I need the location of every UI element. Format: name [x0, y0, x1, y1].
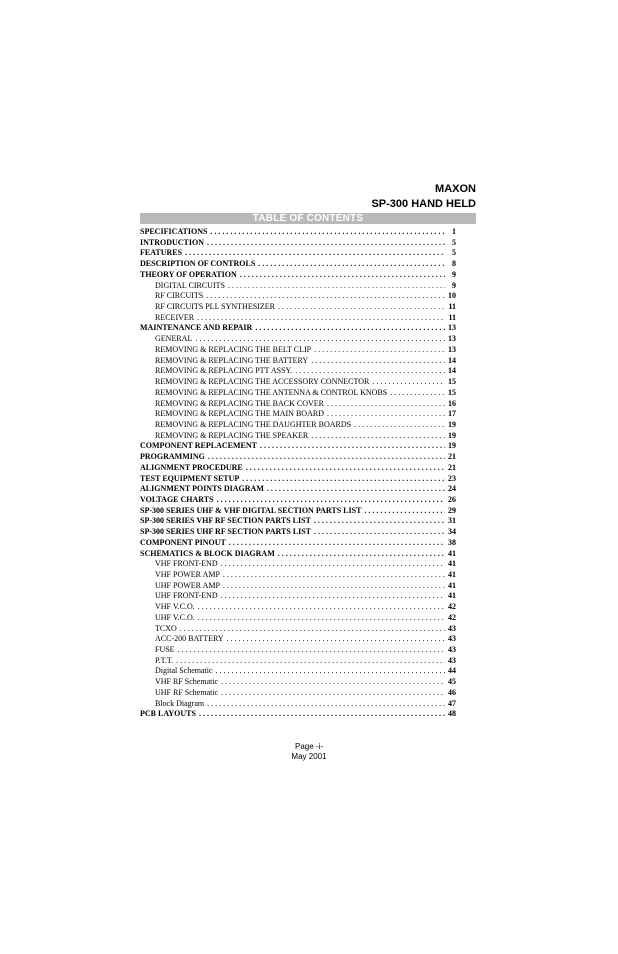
toc-subentry[interactable]	[140, 281, 456, 292]
dot-leader	[278, 302, 445, 313]
toc-subentry[interactable]	[140, 291, 456, 302]
toc-entry-title: VHF V.C.O.	[155, 602, 195, 612]
toc-page-number: 5	[452, 237, 456, 247]
toc-heading: TABLE OF CONTENTS	[140, 213, 476, 224]
dot-leader	[327, 399, 445, 410]
toc-entry-title: RF CIRCUITS	[155, 291, 204, 301]
dot-leader	[311, 356, 445, 367]
toc-page-number: 26	[448, 494, 456, 504]
dot-leader	[390, 388, 445, 399]
toc-page-number: 47	[448, 698, 456, 708]
toc-entry-title: UHF V.C.O.	[155, 612, 195, 622]
toc-page-number: 21	[448, 462, 456, 472]
toc-entry[interactable]	[140, 474, 456, 485]
toc-subentry[interactable]	[140, 559, 456, 570]
dot-leader	[221, 688, 445, 699]
toc-entry-title: FUSE	[155, 645, 175, 655]
toc-entry-title: REMOVING & REPLACING THE BELT CLIP	[155, 344, 312, 354]
toc-entry[interactable]	[140, 452, 456, 463]
toc-subentry[interactable]	[140, 677, 456, 688]
toc-entry-title: REMOVING & REPLACING THE DAUGHTER BOARDS	[155, 419, 352, 429]
toc-entry-title: DESCRIPTION OF CONTROLS	[140, 259, 256, 269]
toc-page-number: 5	[452, 248, 456, 258]
toc-entry-title: COMPONENT REPLACEMENT	[140, 441, 257, 451]
toc-entry-title: P.T.T.	[155, 655, 174, 665]
toc-subentry[interactable]	[140, 613, 456, 624]
toc-entry-title: UHF RF Schematic	[155, 687, 219, 697]
toc-entry-title: INTRODUCTION	[140, 237, 205, 247]
dot-leader	[185, 248, 445, 259]
toc-entry-title: SP-300 SERIES UHF & VHF DIGITAL SECTION PARTS LIST	[140, 505, 362, 515]
toc-entry-title: REMOVING & REPLACING THE BATTERY	[155, 355, 309, 365]
toc-subentry[interactable]	[140, 399, 456, 410]
toc-entry[interactable]	[140, 259, 456, 270]
toc-page-number: 11	[448, 302, 456, 312]
toc-subentry[interactable]	[140, 302, 456, 313]
dot-leader	[223, 581, 445, 592]
toc-page-number: 42	[448, 612, 456, 622]
model-title: SP-300 HAND HELD	[371, 198, 476, 210]
toc-entry-title: REMOVING & REPLACING PTT ASSY.	[155, 366, 293, 376]
dot-leader	[198, 613, 445, 624]
toc-entry[interactable]	[140, 709, 456, 720]
toc-entry-title: RF CIRCUITS PLL SYNTHESIZER	[155, 302, 275, 312]
toc-entry-title: ALIGNMENT POINTS DIAGRAM	[140, 484, 264, 494]
toc-entry-title: TCXO	[155, 623, 177, 633]
toc-page-number: 29	[448, 505, 456, 515]
toc-page-number: 31	[448, 516, 456, 526]
toc-page-number: 19	[448, 419, 456, 429]
dot-leader	[208, 452, 445, 463]
toc-entry-title: GENERAL	[155, 334, 193, 344]
toc-subentry[interactable]	[140, 666, 456, 677]
toc-subentry[interactable]	[140, 688, 456, 699]
toc-page-number: 24	[448, 484, 456, 494]
toc-page-number: 43	[448, 645, 456, 655]
toc-entry-title: ALIGNMENT PROCEDURE	[140, 462, 243, 472]
revision-date: May 2001	[291, 752, 327, 761]
toc-entry[interactable]	[140, 506, 456, 517]
dot-leader	[206, 291, 445, 302]
toc-page-number: 38	[448, 537, 456, 547]
toc-page-number: 21	[448, 452, 456, 462]
toc-subentry[interactable]	[140, 420, 456, 431]
toc-page-number: 42	[448, 602, 456, 612]
toc-entry[interactable]	[140, 248, 456, 259]
toc-page-number: 13	[448, 334, 456, 344]
dot-leader	[246, 463, 445, 474]
toc-page-number: 11	[448, 312, 456, 322]
toc-page-number: 43	[448, 623, 456, 633]
dot-leader	[227, 634, 445, 645]
toc-subentry[interactable]	[140, 591, 456, 602]
dot-leader	[267, 484, 445, 495]
toc-entry[interactable]	[140, 227, 456, 238]
toc-entry[interactable]	[140, 238, 456, 249]
toc-page-number: 41	[448, 559, 456, 569]
toc-entry-title: PCB LAYOUTS	[140, 709, 196, 719]
toc-entry-title: VOLTAGE CHARTS	[140, 494, 214, 504]
toc-entry[interactable]	[140, 270, 456, 281]
toc-page-number: 9	[452, 280, 456, 290]
page-number: Page -i-	[294, 742, 323, 751]
toc-subentry[interactable]	[140, 356, 456, 367]
toc-entry-title: UHF FRONT-END	[155, 591, 218, 601]
dot-leader	[217, 495, 445, 506]
dot-leader	[199, 709, 445, 720]
toc-entry-title: REMOVING & REPLACING THE MAIN BOARD	[155, 409, 324, 419]
dot-leader	[195, 334, 445, 345]
toc-subentry[interactable]	[140, 345, 456, 356]
toc-subentry[interactable]	[140, 634, 456, 645]
toc-page-number: 41	[448, 591, 456, 601]
dot-leader	[260, 441, 445, 452]
toc-entry[interactable]	[140, 323, 456, 334]
toc-entry-title: REMOVING & REPLACING THE ANTENNA & CONTROL KNOBS	[155, 387, 388, 397]
toc-entry-title: SP-300 SERIES UHF RF SECTION PARTS LIST	[140, 527, 312, 537]
toc-subentry[interactable]	[140, 388, 456, 399]
toc-page-number: 41	[448, 548, 456, 558]
toc-page-number: 43	[448, 634, 456, 644]
toc-entry-title: REMOVING & REPLACING THE ACCESSORY CONNECTOR	[155, 377, 370, 387]
toc-page-number: 45	[448, 677, 456, 687]
toc-subentry[interactable]	[140, 602, 456, 613]
toc-entry[interactable]	[140, 441, 456, 452]
toc-entry-title: FEATURES	[140, 248, 183, 258]
toc-page-number: 41	[448, 570, 456, 579]
toc-subentry[interactable]	[140, 581, 456, 592]
toc-entry-title: VHF POWER AMP	[155, 570, 220, 579]
toc-subentry[interactable]	[140, 656, 456, 667]
brand-title: MAXON	[435, 183, 476, 195]
toc-entry[interactable]	[140, 484, 456, 495]
toc-subentry[interactable]	[140, 334, 456, 345]
toc-page-number: 15	[448, 387, 456, 397]
toc-entry-title: Block Diagram	[155, 698, 205, 708]
toc-page-number: 14	[448, 366, 456, 376]
dot-leader	[278, 549, 445, 560]
toc-entry-title: SCHEMATICS & BLOCK DIAGRAM	[140, 548, 275, 558]
dot-leader	[207, 238, 445, 249]
toc-subentry[interactable]	[140, 431, 456, 442]
toc-subentry[interactable]	[140, 699, 456, 710]
dot-leader	[180, 624, 445, 635]
dot-leader	[197, 313, 445, 324]
toc-subentry[interactable]	[140, 624, 456, 635]
toc-entry-title: ACC-200 BATTERY	[155, 634, 224, 644]
toc-page-number: 16	[448, 398, 456, 408]
toc-entry[interactable]	[140, 516, 456, 527]
toc-page-number: 8	[452, 259, 456, 269]
dot-leader	[198, 602, 445, 613]
toc-page-number: 48	[448, 709, 456, 719]
toc-page-number: 41	[448, 580, 456, 590]
dot-leader	[314, 516, 445, 527]
dot-leader	[221, 677, 445, 688]
dot-leader	[242, 474, 445, 485]
dot-leader	[210, 227, 445, 238]
dot-leader	[311, 431, 445, 442]
toc-entry-title: MAINTENANCE AND REPAIR	[140, 323, 253, 333]
toc-page-number: 13	[448, 344, 456, 354]
dot-leader	[255, 323, 445, 334]
dot-leader	[221, 591, 445, 602]
dot-leader	[223, 570, 445, 581]
toc-page-number: 34	[448, 527, 456, 537]
toc-entry-title: VHF FRONT-END	[155, 559, 218, 569]
toc-entry-title: Digital Schematic	[155, 666, 213, 676]
dot-leader	[207, 699, 445, 710]
dot-leader	[228, 281, 445, 292]
toc-entry-title: PROGRAMMING	[140, 452, 205, 462]
toc-entry-title: COMPONENT PINOUT	[140, 537, 226, 547]
toc-entry-title: THEORY OF OPERATION	[140, 269, 237, 279]
toc-entry-title: TEST EQUIPMENT SETUP	[140, 473, 240, 483]
toc-subentry[interactable]	[140, 366, 456, 377]
dot-leader	[327, 409, 445, 420]
toc-entry[interactable]	[140, 538, 456, 549]
toc-entry-title: SP-300 SERIES VHF RF SECTION PARTS LIST	[140, 516, 311, 526]
toc-entry-title: UHF POWER AMP	[155, 580, 220, 590]
dot-leader	[354, 420, 445, 431]
dot-leader	[314, 345, 445, 356]
toc-page-number: 15	[448, 377, 456, 387]
toc-entry[interactable]	[140, 463, 456, 474]
dot-leader	[221, 559, 445, 570]
toc-subentry[interactable]	[140, 409, 456, 420]
toc-entry-title: SPECIFICATIONS	[140, 227, 208, 236]
toc-page-number: 13	[448, 323, 456, 333]
toc-entry-title: RECEIVER	[155, 312, 195, 322]
dot-leader	[176, 656, 445, 667]
toc-entry[interactable]	[140, 527, 456, 538]
dot-leader	[258, 259, 445, 270]
toc-page-number: 23	[448, 473, 456, 483]
dot-leader	[364, 506, 445, 517]
toc-page-number: 14	[448, 355, 456, 365]
toc-page-number: 10	[448, 291, 456, 301]
toc-page-number: 19	[448, 441, 456, 451]
dot-leader	[372, 377, 445, 388]
dot-leader	[240, 270, 445, 281]
toc-entry-title: REMOVING & REPLACING THE BACK COVER	[155, 398, 324, 408]
toc-subentry[interactable]	[140, 570, 456, 581]
toc-page-number: 46	[448, 687, 456, 697]
table-of-contents	[140, 227, 456, 720]
dot-leader	[229, 538, 445, 549]
toc-page-number: 9	[452, 269, 456, 279]
dot-leader	[295, 366, 445, 377]
toc-entry-title: VHF RF Schematic	[155, 677, 219, 687]
toc-page-number: 17	[448, 409, 456, 419]
toc-entry-title: REMOVING & REPLACING THE SPEAKER	[155, 430, 309, 440]
toc-subentry[interactable]	[140, 313, 456, 324]
dot-leader	[216, 666, 445, 677]
toc-page-number: 19	[448, 430, 456, 440]
toc-page-number: 1	[452, 227, 456, 236]
toc-page-number: 44	[448, 666, 456, 676]
toc-entry[interactable]	[140, 495, 456, 506]
toc-subentry[interactable]	[140, 645, 456, 656]
toc-entry-title: DIGITAL CIRCUITS	[155, 280, 225, 290]
toc-entry[interactable]	[140, 549, 456, 560]
dot-leader	[314, 527, 445, 538]
dot-leader	[178, 645, 445, 656]
toc-subentry[interactable]	[140, 377, 456, 388]
toc-page-number: 43	[448, 655, 456, 665]
